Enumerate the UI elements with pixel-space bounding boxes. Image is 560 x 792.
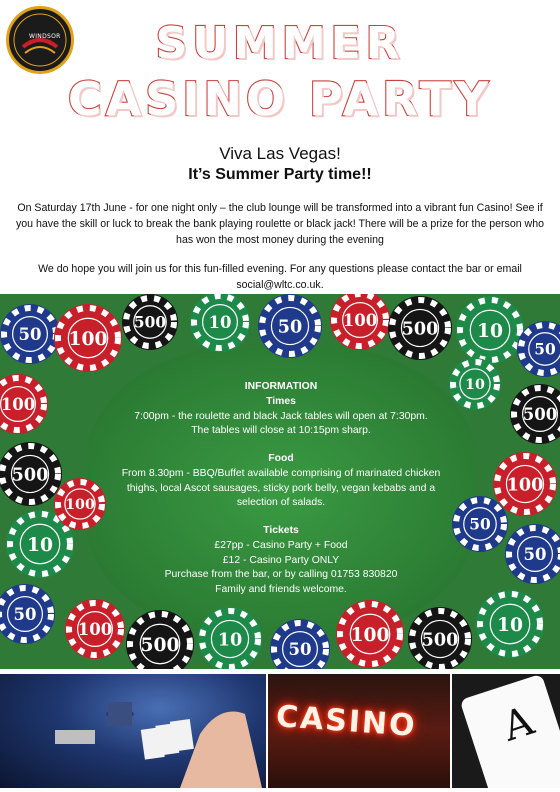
poker-chip bbox=[505, 524, 560, 584]
chip-value: 50 bbox=[534, 340, 556, 359]
casino-chip-table bbox=[0, 294, 560, 669]
chip-value: 100 bbox=[350, 623, 390, 646]
chip-value: 500 bbox=[401, 318, 439, 340]
poker-chip bbox=[493, 452, 557, 516]
chip-value: 10 bbox=[208, 313, 232, 332]
photo-cards-and-chips bbox=[0, 674, 266, 788]
poker-chip bbox=[198, 607, 262, 669]
poker-chip bbox=[270, 619, 330, 669]
poker-chip bbox=[0, 584, 55, 644]
chip-value: 10 bbox=[217, 629, 243, 651]
title-line-2: CASINO PARTY bbox=[67, 72, 493, 126]
info-heading: INFORMATION bbox=[244, 381, 318, 392]
chip-value: 10 bbox=[26, 533, 54, 556]
poker-chip bbox=[126, 610, 194, 669]
logo-wordmark: WINDSOR bbox=[29, 33, 61, 40]
poker-chip bbox=[452, 496, 508, 552]
poker-chip bbox=[258, 294, 322, 358]
intro-paragraph: On Saturday 17th June - for one night only – the club lounge will be transformed into a vibrant fun Casino! See if you have the skill or luck to break the bank playing roulette or black jack! There will be a prize for the person who has won the most money during the evening bbox=[15, 202, 544, 246]
poker-chip bbox=[190, 294, 250, 352]
poker-chip bbox=[408, 607, 472, 669]
food-text: From 8.30pm - BBQ/Buffet available comprising of marinated chicken thighs, local Ascot sausages, sticky pork belly, vegan kebabs and a selection of salads. bbox=[121, 467, 441, 509]
title-line-1: SUMMER bbox=[155, 18, 405, 69]
ticket-option-1: £27pp - Casino Party + Food bbox=[214, 539, 348, 551]
food-heading: Food bbox=[268, 453, 294, 465]
ticket-note: Family and friends welcome. bbox=[215, 584, 347, 596]
contact-paragraph: We do hope you will join us for this fun-filled evening. For any questions please contact the bar or email social@wltc.co.uk. bbox=[38, 263, 522, 291]
poker-chip bbox=[54, 304, 122, 372]
poker-chip bbox=[65, 599, 125, 659]
chip-value: 100 bbox=[342, 311, 378, 330]
ticket-option-2: £12 - Casino Party ONLY bbox=[222, 554, 340, 566]
chip-value: 50 bbox=[288, 640, 312, 659]
chip-value: 50 bbox=[18, 325, 42, 344]
chip-value: 10 bbox=[496, 613, 524, 636]
ticket-purchase: Purchase from the bar, or by calling 01753 830820 bbox=[164, 569, 398, 581]
casino-neon-text: CASINO bbox=[274, 699, 418, 744]
chip-value: 10 bbox=[465, 377, 485, 394]
poker-chip bbox=[0, 374, 48, 434]
hand-with-cards-illustration bbox=[0, 674, 266, 788]
chip-value: 100 bbox=[506, 474, 544, 496]
poker-chip bbox=[336, 600, 404, 668]
photo-ace-card bbox=[452, 674, 560, 788]
ace-card bbox=[460, 674, 560, 788]
chip-value: 50 bbox=[13, 605, 37, 624]
poker-chip bbox=[476, 590, 544, 658]
tickets-heading: Tickets bbox=[263, 525, 299, 537]
chip-value: 100 bbox=[77, 620, 113, 639]
times-line-2: The tables will close at 10:15pm sharp. bbox=[191, 425, 371, 437]
times-line-1: 7:00pm - the roulette and black Jack tables will open at 7:30pm. bbox=[134, 410, 428, 422]
chip-value: 100 bbox=[68, 327, 108, 350]
chip-value: 500 bbox=[421, 629, 459, 651]
chip-value: 500 bbox=[133, 313, 167, 332]
chip-value: 100 bbox=[0, 395, 36, 414]
tagline: It’s Summer Party time!! bbox=[188, 166, 372, 183]
poker-chip bbox=[0, 304, 60, 364]
chip-value: 50 bbox=[523, 545, 547, 564]
poker-chip bbox=[330, 294, 390, 350]
poker-chip bbox=[456, 296, 524, 364]
chip-value: 500 bbox=[140, 633, 180, 656]
chip-value: 50 bbox=[277, 316, 303, 338]
poker-chip bbox=[510, 384, 560, 444]
photo-casino-neon-sign bbox=[268, 674, 450, 788]
chip-value: 500 bbox=[11, 464, 49, 486]
poker-chip bbox=[388, 296, 452, 360]
chip-value: 500 bbox=[522, 405, 558, 424]
poker-chip bbox=[54, 478, 106, 530]
chip-value: 100 bbox=[65, 497, 95, 514]
chip-value: 10 bbox=[476, 319, 504, 342]
poker-chip bbox=[0, 442, 62, 506]
ace-letter: A bbox=[497, 697, 540, 751]
times-heading: Times bbox=[266, 395, 296, 407]
chip-value: 50 bbox=[469, 515, 491, 534]
poker-chip bbox=[122, 294, 178, 350]
information-panel bbox=[105, 380, 457, 598]
subtitle: Viva Las Vegas! bbox=[219, 144, 341, 163]
